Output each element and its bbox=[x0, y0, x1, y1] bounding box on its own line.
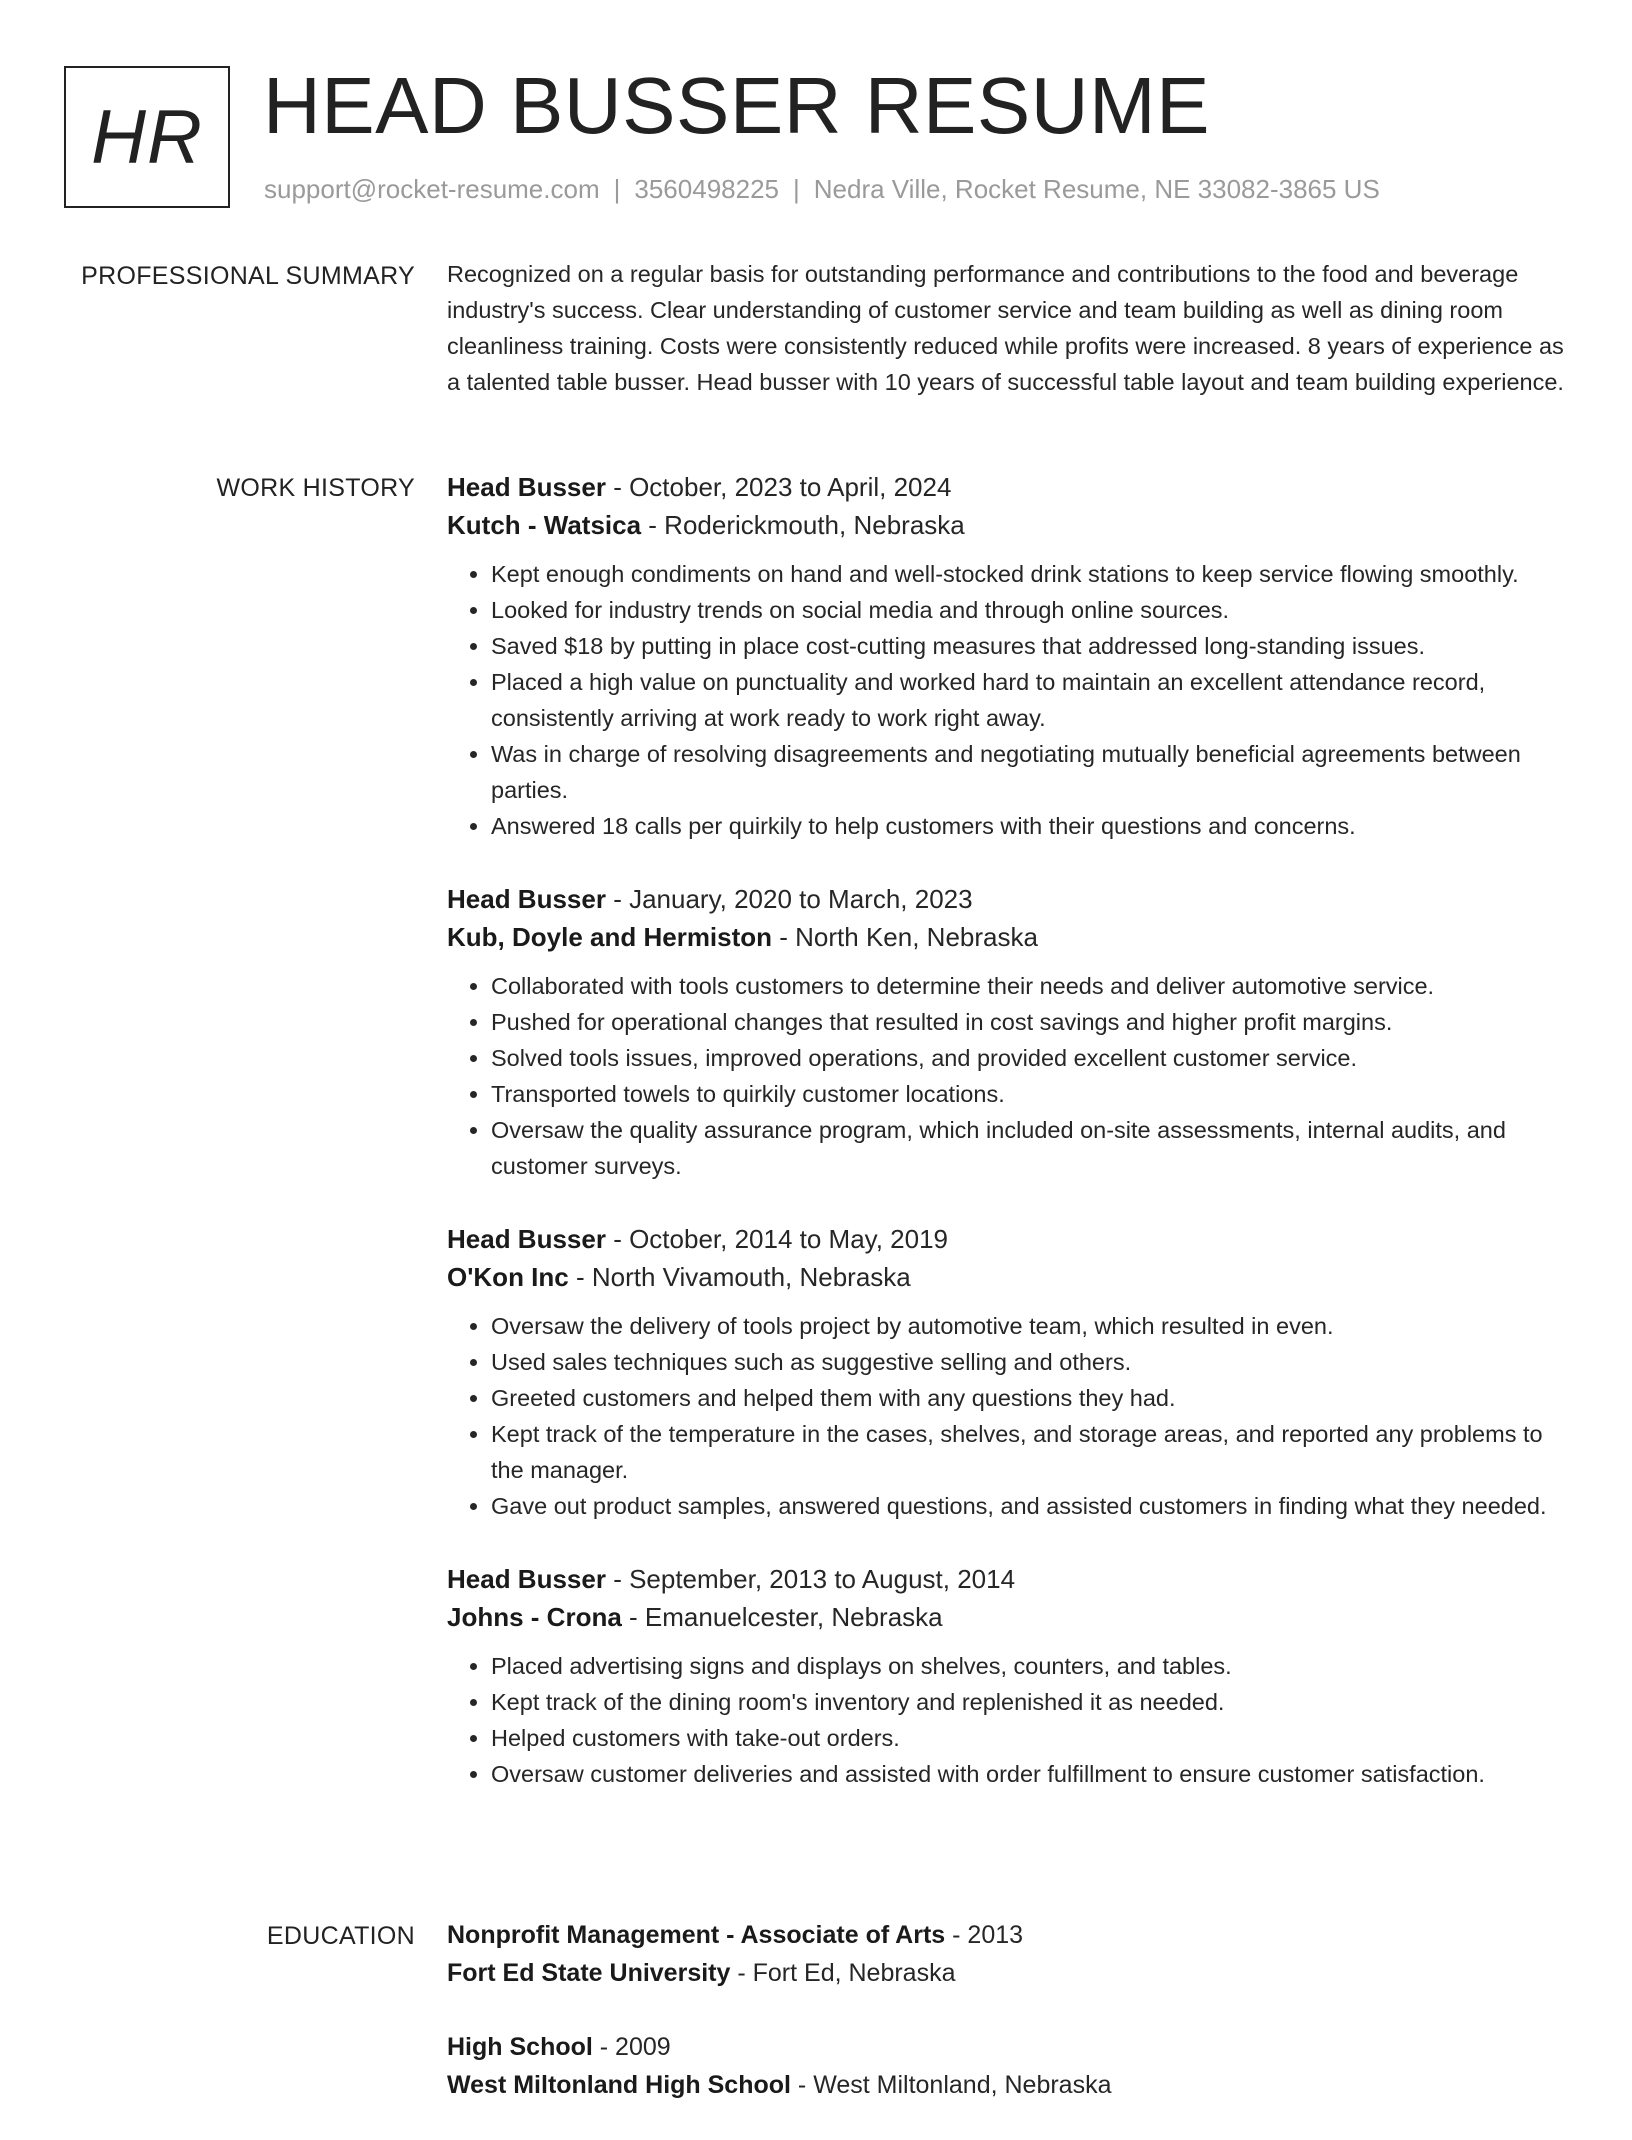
summary-text: Recognized on a regular basis for outstanding performance and contributions to the food and beverage industry's success. Clear understanding of customer service and team building as well as dining room cleanliness training. Costs were consistently reduced while profits were increased. 8 years of experience as a talented table busser. Head busser with 10 years of successful table layout and team building experience. bbox=[447, 261, 1564, 395]
job-title-line bbox=[447, 1560, 1568, 1598]
work-history-label: WORK HISTORY bbox=[216, 474, 415, 502]
job-entry bbox=[447, 1220, 1568, 1524]
job-dates: - September, 2013 to August, 2014 bbox=[605, 1564, 1016, 1594]
job-duties bbox=[447, 968, 1568, 1184]
contact-address: Nedra Ville, Rocket Resume, NE 33082-3865 US bbox=[813, 174, 1380, 204]
job-entry bbox=[447, 1560, 1568, 1792]
jobs-list bbox=[447, 468, 1568, 1828]
school-name: West Miltonland High School bbox=[447, 2071, 791, 2099]
duty-item: • Saved $18 by putting in place cost-cutting measures that addressed long-standing issues. bbox=[491, 628, 1568, 664]
job-location: - Emanuelcester, Nebraska bbox=[621, 1602, 943, 1632]
job-company: Kub, Doyle and Hermiston bbox=[447, 922, 773, 952]
duty-item: • Greeted customers and helped them with any questions they had. bbox=[491, 1380, 1568, 1416]
degree-year: - 2009 bbox=[592, 2033, 671, 2061]
job-title: Head Busser bbox=[447, 472, 606, 502]
job-company-line bbox=[447, 1258, 1568, 1296]
job-title-line bbox=[447, 1220, 1568, 1258]
job-company: Johns - Crona bbox=[447, 1602, 622, 1632]
duty-item: • Used sales techniques such as suggestive selling and others. bbox=[491, 1344, 1568, 1380]
duty-item: • Gave out product samples, answered questions, and assisted customers in finding what they needed. bbox=[491, 1488, 1568, 1524]
contact-separator: | bbox=[793, 174, 800, 204]
resume-title: HEAD BUSSER RESUME bbox=[263, 61, 1210, 150]
contact-phone: 3560498225 bbox=[634, 174, 779, 204]
duty-item: • Looked for industry trends on social media and through online sources. bbox=[491, 592, 1568, 628]
degree-year: - 2013 bbox=[945, 1921, 1024, 1949]
degree-line bbox=[447, 1916, 1568, 1954]
job-title-line bbox=[447, 880, 1568, 918]
job-duties bbox=[447, 1308, 1568, 1524]
contact-separator: | bbox=[613, 174, 621, 204]
school-location: - West Miltonland, Nebraska bbox=[790, 2071, 1112, 2099]
job-location: - North Vivamouth, Nebraska bbox=[568, 1262, 911, 1292]
job-title: Head Busser bbox=[447, 1564, 606, 1594]
duty-item: • Was in charge of resolving disagreements and negotiating mutually beneficial agreements between parties. bbox=[491, 736, 1568, 808]
school-name: Fort Ed State University bbox=[447, 1959, 731, 1987]
job-company: O'Kon Inc bbox=[447, 1262, 569, 1292]
education-label: EDUCATION bbox=[266, 1922, 415, 1950]
job-company-line bbox=[447, 1598, 1568, 1636]
degree-name: Nonprofit Management - Associate of Arts bbox=[447, 1921, 946, 1949]
job-title: Head Busser bbox=[447, 1224, 606, 1254]
job-location: - Roderickmouth, Nebraska bbox=[641, 510, 965, 540]
duty-item: • Kept enough condiments on hand and well-stocked drink stations to keep service flowing smoothly. bbox=[491, 556, 1568, 592]
duty-item: • Pushed for operational changes that resulted in cost savings and higher profit margins. bbox=[491, 1004, 1568, 1040]
education-entry bbox=[447, 1916, 1568, 1992]
duty-item: • Helped customers with take-out orders. bbox=[491, 1720, 1568, 1756]
school-location: - Fort Ed, Nebraska bbox=[730, 1959, 956, 1987]
education-list bbox=[447, 1916, 1568, 2140]
duty-item: • Solved tools issues, improved operations, and provided excellent customer service. bbox=[491, 1040, 1568, 1076]
duty-item: • Oversaw the quality assurance program, which included on-site assessments, internal audits, and customer surveys. bbox=[491, 1112, 1568, 1184]
duty-item: • Placed a high value on punctuality and worked hard to maintain an excellent attendance record, consistently arriving at work ready to work right away. bbox=[491, 664, 1568, 736]
job-entry bbox=[447, 880, 1568, 1184]
job-title: Head Busser bbox=[447, 884, 606, 914]
job-title-line bbox=[447, 468, 1568, 506]
duty-item: • Kept track of the dining room's inventory and replenished it as needed. bbox=[491, 1684, 1568, 1720]
school-line bbox=[447, 1954, 1568, 1992]
job-dates: - January, 2020 to March, 2023 bbox=[605, 884, 973, 914]
duty-item: • Placed advertising signs and displays on shelves, counters, and tables. bbox=[491, 1648, 1568, 1684]
job-location: - North Ken, Nebraska bbox=[772, 922, 1038, 952]
job-dates: - October, 2023 to April, 2024 bbox=[605, 472, 952, 502]
school-line bbox=[447, 2066, 1568, 2104]
job-dates: - October, 2014 to May, 2019 bbox=[605, 1224, 949, 1254]
summary-label: PROFESSIONAL SUMMARY bbox=[81, 262, 415, 290]
education-entry bbox=[447, 2028, 1568, 2104]
job-company-line bbox=[447, 506, 1568, 544]
job-duties bbox=[447, 556, 1568, 844]
duty-item: • Oversaw customer deliveries and assisted with order fulfillment to ensure customer satisfaction. bbox=[491, 1756, 1568, 1792]
monogram-box: HR bbox=[64, 66, 230, 208]
resume-header bbox=[64, 61, 1568, 210]
contact-email: support@rocket-resume.com bbox=[264, 174, 600, 204]
duty-item: • Oversaw the delivery of tools project by automotive team, which resulted in even. bbox=[491, 1308, 1568, 1344]
job-company: Kutch - Watsica bbox=[447, 510, 642, 540]
duty-item: • Answered 18 calls per quirkily to help customers with their questions and concerns. bbox=[491, 808, 1568, 844]
duty-item: • Collaborated with tools customers to determine their needs and deliver automotive service. bbox=[491, 968, 1568, 1004]
degree-line bbox=[447, 2028, 1568, 2066]
duty-item: • Transported towels to quirkily customer locations. bbox=[491, 1076, 1568, 1112]
job-entry bbox=[447, 468, 1568, 844]
job-company-line bbox=[447, 918, 1568, 956]
contact-line bbox=[264, 174, 1380, 205]
job-duties bbox=[447, 1648, 1568, 1792]
duty-item: • Kept track of the temperature in the cases, shelves, and storage areas, and reported any problems to the manager. bbox=[491, 1416, 1568, 1488]
degree-name: High School bbox=[447, 2033, 593, 2061]
